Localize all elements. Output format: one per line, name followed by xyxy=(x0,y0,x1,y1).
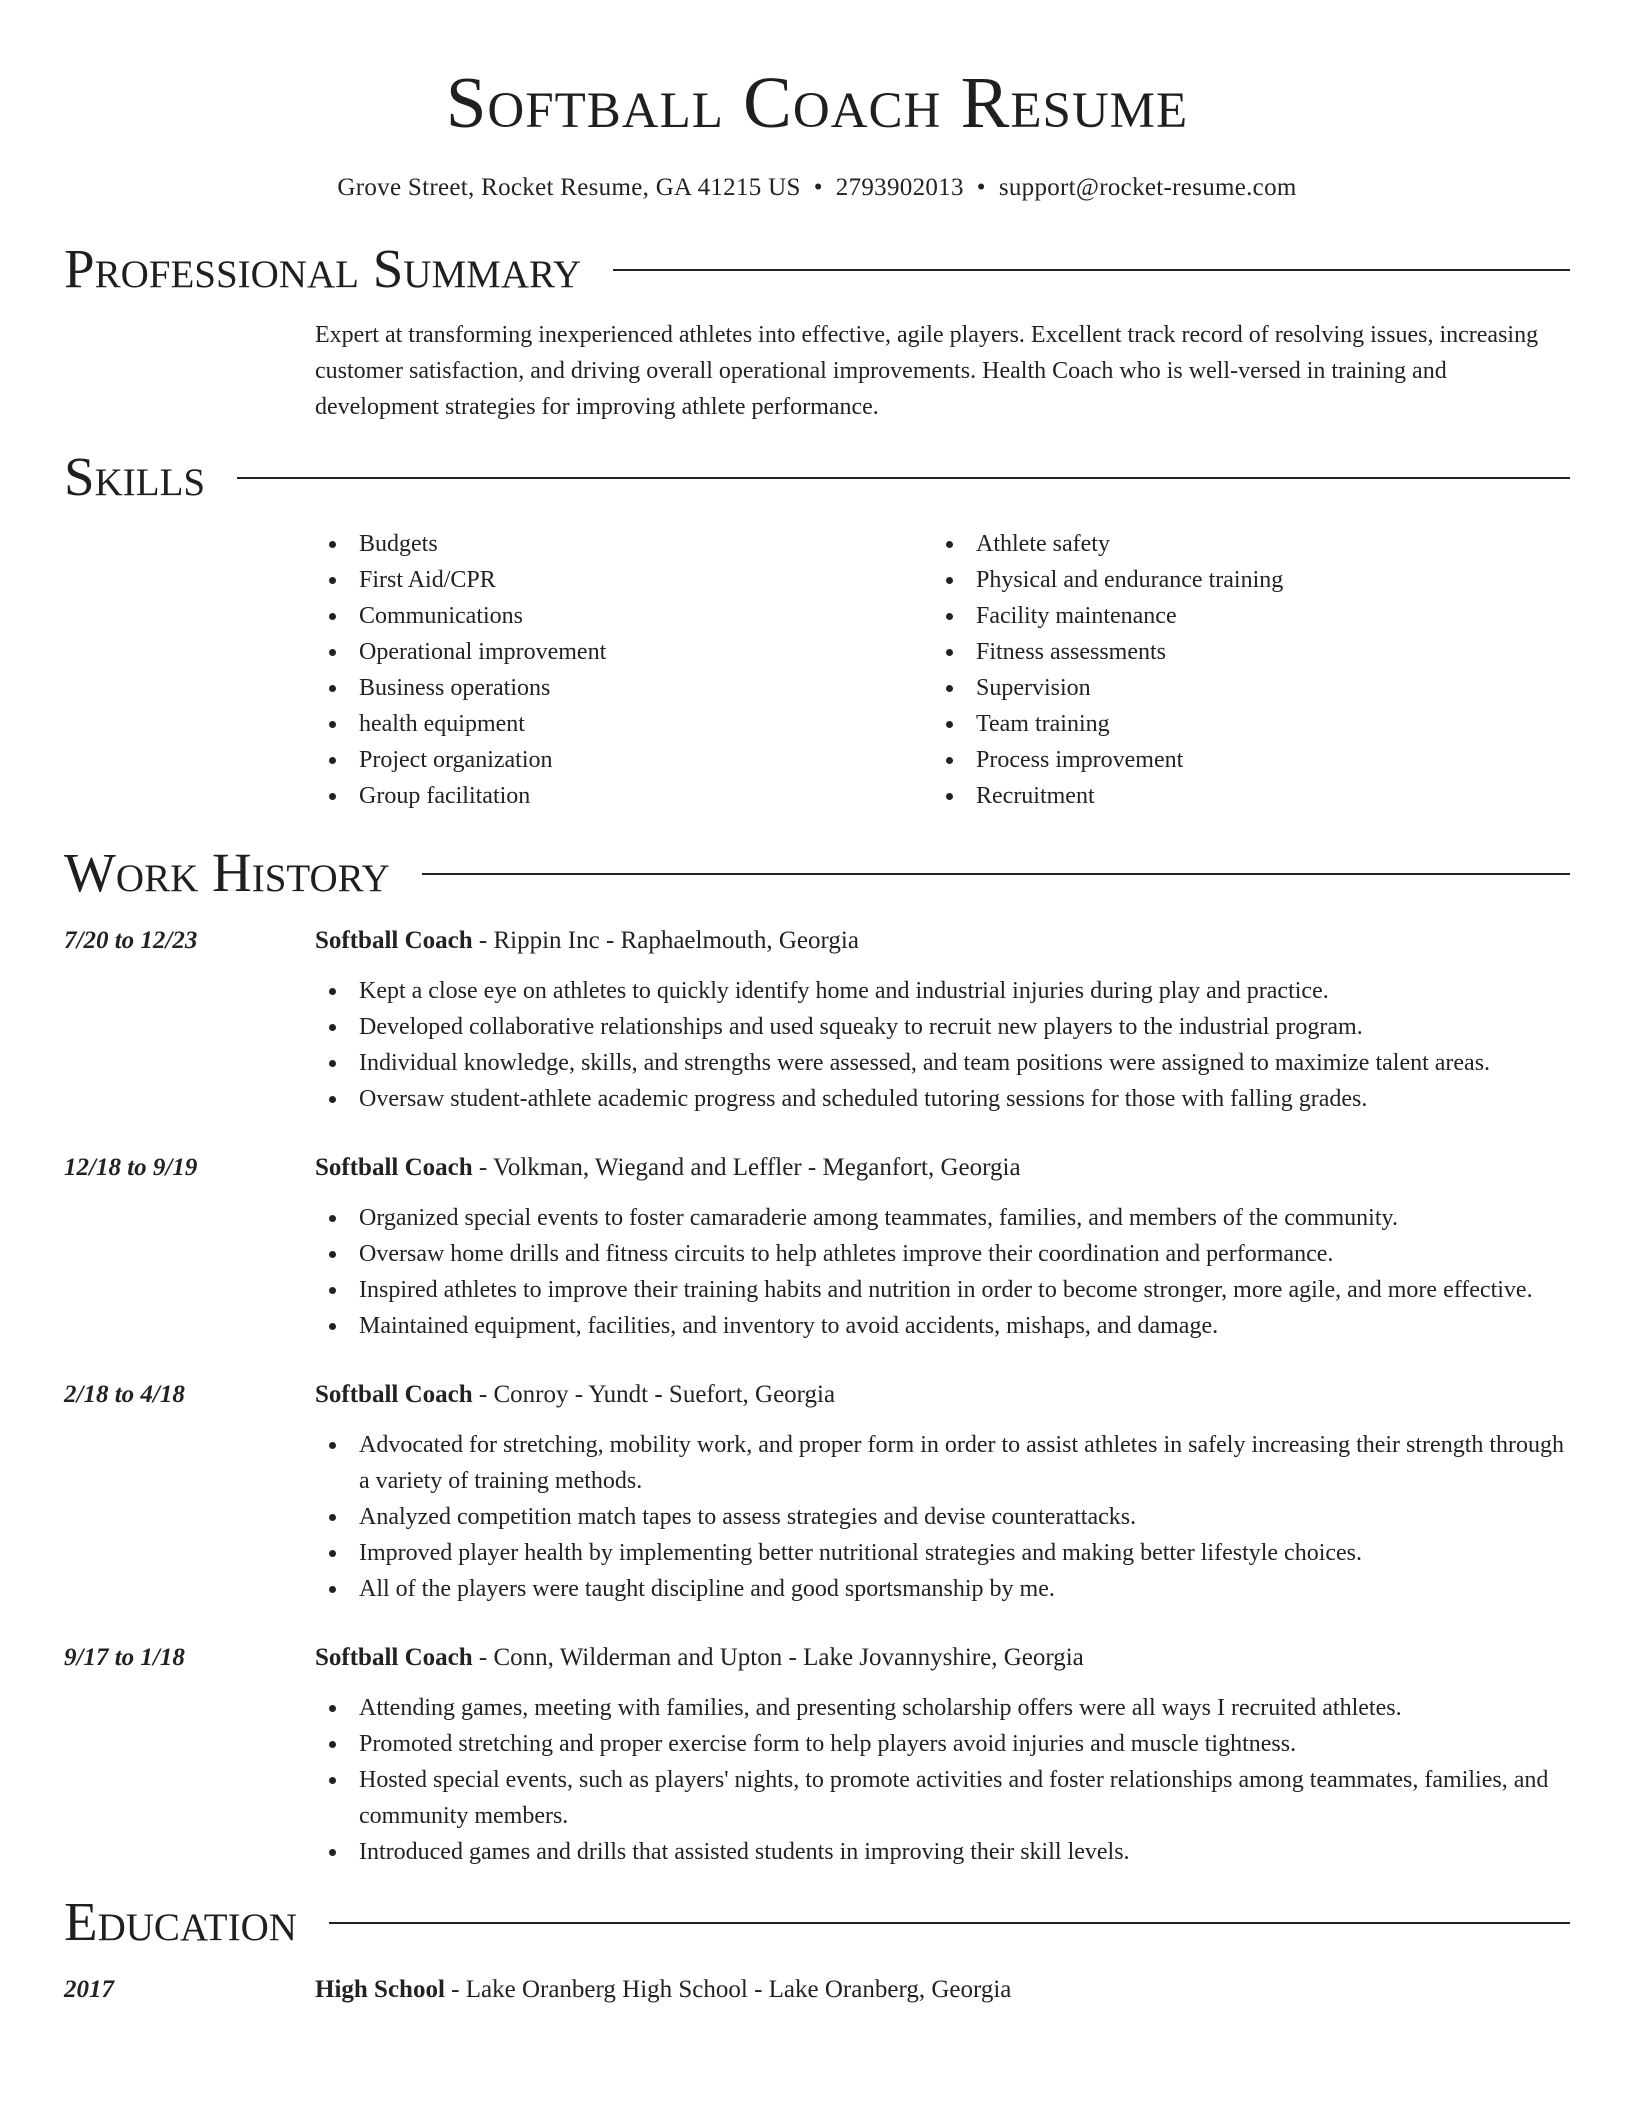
job-bullet: Promoted stretching and proper exercise form to help players avoid injuries and muscle tightness. xyxy=(315,1726,1570,1762)
education-year: 2017 xyxy=(64,1976,114,2003)
contact-separator: • xyxy=(813,174,823,201)
job-dates: 2/18 to 4/18 xyxy=(64,1381,185,1408)
skill-item: Supervision xyxy=(932,670,1549,706)
summary-text: Expert at transforming inexperienced athletes into effective, agile players. Excellent track record of resolving issues, increasing customer satisfaction, and driving overall operational improvements. Health Coach who is well-versed in training and development strategies for improving athlete performance. xyxy=(315,322,1539,420)
job-header xyxy=(64,1377,1570,1413)
job-entry xyxy=(64,923,1570,1117)
job-bullet-list xyxy=(315,973,1570,1117)
education-school: - Lake Oranberg High School - Lake Oranberg, Georgia xyxy=(444,1976,1012,2003)
contact-line xyxy=(64,171,1570,205)
skill-item: health equipment xyxy=(315,706,932,742)
skill-item: Project organization xyxy=(315,742,932,778)
skill-item: Process improvement xyxy=(932,742,1549,778)
job-bullet-list xyxy=(315,1427,1570,1607)
job-bullet: Introduced games and drills that assisted students in improving their skill levels. xyxy=(315,1834,1570,1870)
job-entry xyxy=(64,1640,1570,1870)
job-bullet: Inspired athletes to improve their training habits and nutrition in order to become stronger, more agile, and more effective. xyxy=(315,1272,1570,1308)
education-degree: High School xyxy=(315,1976,445,2003)
job-bullet: Hosted special events, such as players' nights, to promote activities and foster relationships among teammates, families, and community members. xyxy=(315,1762,1570,1834)
contact-separator: • xyxy=(976,174,986,201)
skill-item: Business operations xyxy=(315,670,932,706)
skill-item: Recruitment xyxy=(932,778,1549,814)
section-divider xyxy=(613,269,1570,271)
skills-list xyxy=(315,526,1570,814)
job-header xyxy=(64,1150,1570,1186)
job-dates: 12/18 to 9/19 xyxy=(64,1154,198,1181)
skill-item: Team training xyxy=(932,706,1549,742)
job-bullet: Developed collaborative relationships and used squeaky to recruit new players to the industrial program. xyxy=(315,1009,1570,1045)
skill-item: Fitness assessments xyxy=(932,634,1549,670)
skill-item: First Aid/CPR xyxy=(315,562,932,598)
job-title: Softball Coach xyxy=(315,1644,473,1671)
resume-title: Softball Coach Resume xyxy=(445,62,1189,143)
job-bullet: Organized special events to foster camaraderie among teammates, families, and members of the community. xyxy=(315,1200,1570,1236)
job-dates: 9/17 to 1/18 xyxy=(64,1644,185,1671)
job-entry xyxy=(64,1377,1570,1607)
job-bullet: Kept a close eye on athletes to quickly identify home and industrial injuries during play and practice. xyxy=(315,973,1570,1009)
job-bullet: Analyzed competition match tapes to assess strategies and devise counterattacks. xyxy=(315,1499,1570,1535)
education-entry xyxy=(64,1972,1570,2008)
skills-column-left xyxy=(315,526,932,814)
skill-item: Communications xyxy=(315,598,932,634)
contact-email: support@rocket-resume.com xyxy=(998,174,1297,201)
section-divider xyxy=(329,1922,1570,1924)
skill-item: Athlete safety xyxy=(932,526,1549,562)
job-bullet: Individual knowledge, skills, and strengths were assessed, and team positions were assigned to maximize talent areas. xyxy=(315,1045,1570,1081)
job-bullet: Attending games, meeting with families, and presenting scholarship offers were all ways I recruited athletes. xyxy=(315,1690,1570,1726)
job-bullet: Oversaw student-athlete academic progress and scheduled tutoring sessions for those with falling grades. xyxy=(315,1081,1570,1117)
job-employer: - Conroy - Yundt - Suefort, Georgia xyxy=(472,1381,836,1408)
skill-item: Budgets xyxy=(315,526,932,562)
skill-item: Operational improvement xyxy=(315,634,932,670)
job-title: Softball Coach xyxy=(315,927,473,954)
work-heading: Work History xyxy=(64,842,390,903)
summary-section-header xyxy=(64,235,1570,303)
job-title: Softball Coach xyxy=(315,1154,473,1181)
skills-heading: Skills xyxy=(64,446,206,507)
section-divider xyxy=(237,477,1570,479)
summary-heading: Professional Summary xyxy=(64,238,582,299)
skills-column-right xyxy=(932,526,1549,814)
job-bullet: Advocated for stretching, mobility work, and proper form in order to assist athletes in safely increasing their strength through a variety of training methods. xyxy=(315,1427,1570,1499)
skill-item: Facility maintenance xyxy=(932,598,1549,634)
education-heading: Education xyxy=(64,1891,297,1952)
job-entry xyxy=(64,1150,1570,1344)
job-dates: 7/20 to 12/23 xyxy=(64,927,198,954)
skills-section-header xyxy=(64,443,1570,511)
section-divider xyxy=(422,873,1570,875)
skill-item: Physical and endurance training xyxy=(932,562,1549,598)
education-section-header xyxy=(64,1888,1570,1956)
job-header xyxy=(64,923,1570,959)
job-bullet-list xyxy=(315,1200,1570,1344)
resume-page xyxy=(64,0,1570,2008)
skill-item: Group facilitation xyxy=(315,778,932,814)
contact-phone: 2793902013 xyxy=(835,174,964,201)
job-bullet: Improved player health by implementing better nutritional strategies and making better lifestyle choices. xyxy=(315,1535,1570,1571)
job-header xyxy=(64,1640,1570,1676)
job-bullet: Maintained equipment, facilities, and inventory to avoid accidents, mishaps, and damage. xyxy=(315,1308,1570,1344)
job-employer: - Rippin Inc - Raphaelmouth, Georgia xyxy=(472,927,859,954)
job-bullet: Oversaw home drills and fitness circuits to help athletes improve their coordination and performance. xyxy=(315,1236,1570,1272)
job-bullet: All of the players were taught discipline and good sportsmanship by me. xyxy=(315,1571,1570,1607)
job-bullet-list xyxy=(315,1690,1570,1870)
contact-address: Grove Street, Rocket Resume, GA 41215 US xyxy=(337,174,801,201)
work-section-header xyxy=(64,839,1570,907)
job-title: Softball Coach xyxy=(315,1381,473,1408)
job-employer: - Volkman, Wiegand and Leffler - Meganfort, Georgia xyxy=(472,1154,1021,1181)
job-employer: - Conn, Wilderman and Upton - Lake Jovannyshire, Georgia xyxy=(472,1644,1084,1671)
